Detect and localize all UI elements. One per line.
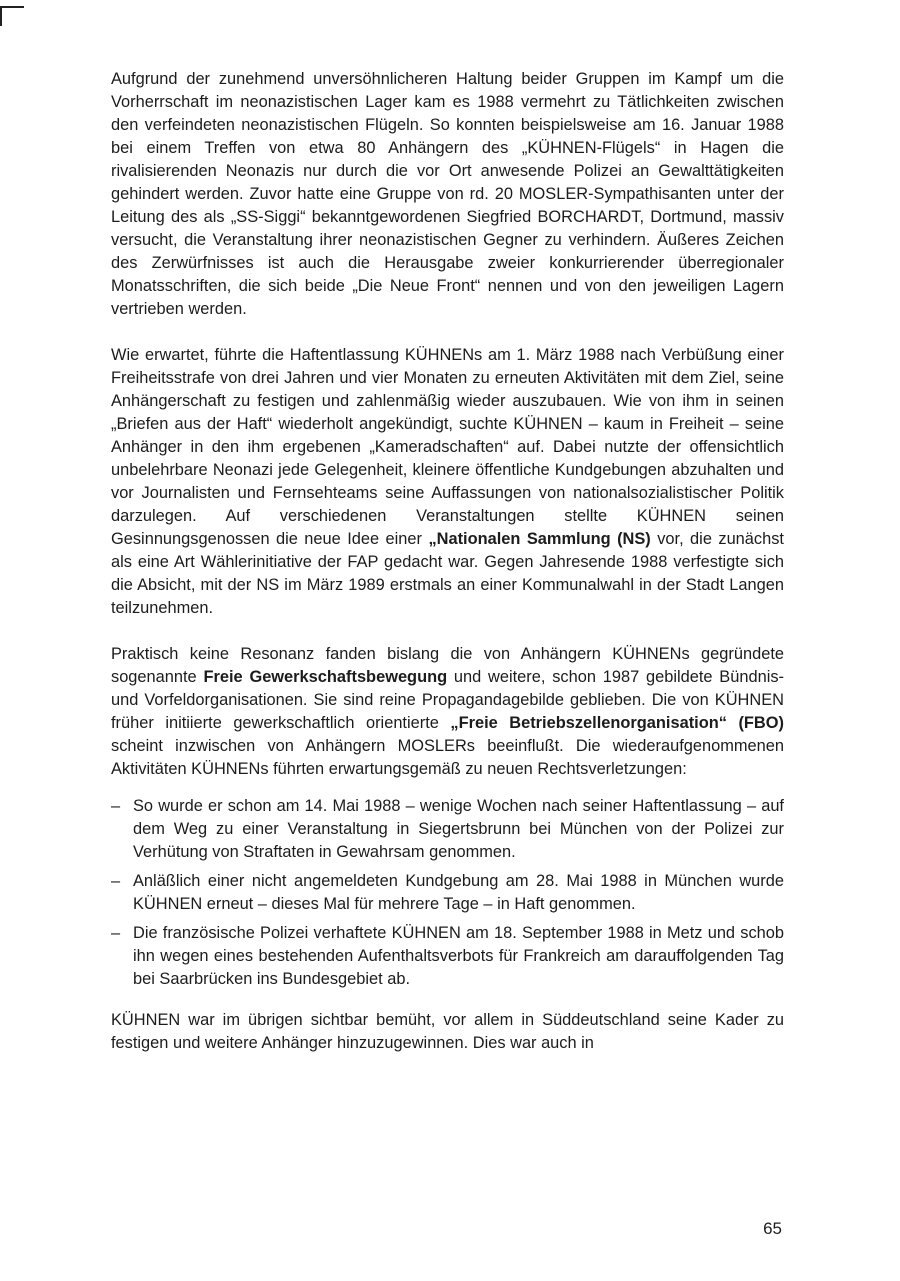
bullet-list: [111, 795, 784, 991]
paragraph-2-text-a: Wie erwartet, führte die Haftentlassung KÜHNENs am 1. März 1988 nach Verbüßung einer Freiheitsstrafe von drei Jahren und vier Monaten zu erneuten Aktivitäten mit dem Ziel, seine Anhängerschaft zu festigen und zahlenmäßig wieder auszubauen. Wie von ihm in seinen „Briefen aus der Haft“ wiederholt angekündigt, suchte KÜHNEN – kaum in Freiheit – seine Anhänger in den ihm ergebenen „Kameradschaften“ auf. Dabei nutzte der offensichtlich unbelehrbare Neonazi jede Gelegenheit, kleinere öffentliche Kundgebungen abzuhalten und vor Journalisten und Fernsehteams seine Auffassungen von nationalsozialistischer Politik darzulegen. Auf verschiedenen Veranstaltungen stellte KÜHNEN seinen Gesinnungsgenossen die neue Idee einer: [111, 346, 784, 548]
paragraph-gap: [111, 997, 784, 1009]
term-freie-gewerkschaftsbewegung: Freie Gewerkschaftsbewegung: [203, 668, 448, 686]
paragraph-2: [111, 344, 784, 620]
list-gap: [111, 781, 784, 795]
list-item-text: So wurde er schon am 14. Mai 1988 – wenige Wochen nach seiner Haftentlassung – auf dem Weg zu einer Veranstaltung in Siegertsbrunn bei München von der Polizei zur Verhütung von Straftaten in Gewahrsam genommen.: [133, 797, 784, 861]
term-freie-betriebszellenorganisation: „Freie Betriebszellenorganisation“ (FBO): [450, 714, 784, 732]
list-item: [111, 922, 784, 991]
crop-mark-horizontal: [0, 6, 24, 8]
bullet-dash: –: [111, 924, 121, 942]
page-body: [111, 68, 784, 1055]
paragraph-gap: [111, 321, 784, 344]
paragraph-3-text-c: scheint inzwischen von Anhängern MOSLERs beeinflußt. Die wiederaufgenommenen Aktivitäten KÜHNENs führten erwartungsgemäß zu neuen Rechtsverletzungen:: [111, 737, 784, 778]
list-item-text: Die französische Polizei verhaftete KÜHNEN am 18. September 1988 in Metz und schob ihn wegen eines bestehenden Aufenthaltsverbots für Frankreich am darauffolgenden Tag bei Saarbrücken ins Bundesgebiet ab.: [133, 924, 784, 988]
list-item-text: Anläßlich einer nicht angemeldeten Kundgebung am 28. Mai 1988 in München wurde KÜHNEN erneut – dieses Mal für mehrere Tage – in Haft genommen.: [133, 872, 784, 913]
paragraph-1: Aufgrund der zunehmend unversöhnlicheren Haltung beider Gruppen im Kampf um die Vorherrschaft im neonazistischen Lager kam es 1988 vermehrt zu Tätlichkeiten zwischen den verfeindeten neonazistischen Flügeln. So konnten beispielsweise am 16. Januar 1988 bei einem Treffen von etwa 80 Anhängern des „KÜHNEN-Flügels“ in Hagen die rivalisierenden Neonazis nur durch die vor Ort anwesende Polizei an Gewalttätigkeiten gehindert werden. Zuvor hatte eine Gruppe von rd. 20 MOSLER-Sympathisanten unter der Leitung des als „SS-Siggi“ bekanntgewordenen Siegfried BORCHARDT, Dortmund, massiv versucht, die Veranstaltung ihrer neonazistischen Gegner zu verhindern. Äußeres Zeichen des Zerwürfnisses ist auch die Herausgabe zweier konkurrierender überregionaler Monatsschriften, die sich beide „Die Neue Front“ nennen und von den jeweiligen Lagern vertrieben werden.: [111, 70, 784, 318]
paragraph-2-text-b: vor, die zunächst als eine Art Wählerinitiative der FAP gedacht war. Gegen Jahresende 1988 verfestigte sich die Absicht, mit der NS im März 1989 erstmals an einer Kommunalwahl in der Stadt Langen teilzunehmen.: [111, 530, 784, 617]
paragraph-3: [111, 643, 784, 781]
bullet-dash: –: [111, 797, 121, 815]
paragraph-3-text-a: Praktisch keine Resonanz fanden bislang die von Anhängern KÜHNENs gegründete sogenannte: [111, 645, 784, 686]
crop-mark-vertical: [0, 6, 2, 26]
term-nationale-sammlung: „Nationalen Sammlung (NS): [428, 530, 651, 548]
paragraph-3-text-b: und weitere, schon 1987 gebildete Bündnis- und Vorfeldorganisationen. Sie sind reine Propagandagebilde geblieben. Die von KÜHNEN früher initiierte gewerkschaftlich orientierte: [111, 668, 784, 732]
paragraph-gap: [111, 620, 784, 643]
page-number: 65: [763, 1219, 782, 1238]
paragraph-4: KÜHNEN war im übrigen sichtbar bemüht, vor allem in Süddeutschland seine Kader zu festigen und weitere Anhänger hinzuzugewinnen. Dies war auch in: [111, 1011, 784, 1052]
list-item: [111, 870, 784, 916]
bullet-dash: –: [111, 872, 121, 890]
list-item: [111, 795, 784, 864]
